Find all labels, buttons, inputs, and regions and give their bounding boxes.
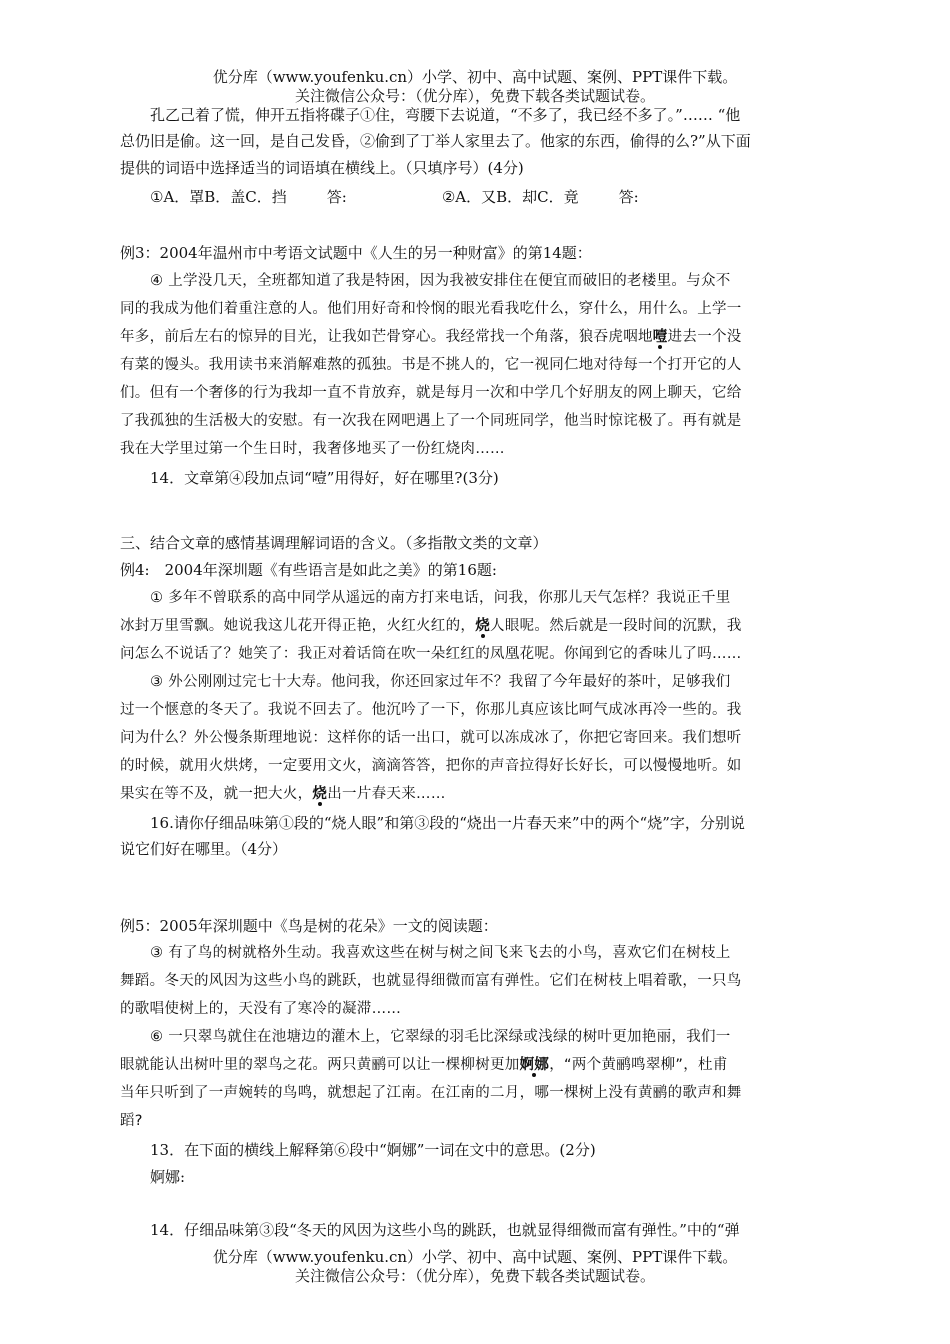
section-3-title: 三、结合文章的感情基调理解词语的含义。（多指散文类的文章） [120,534,548,552]
ex3-text-line: 有菜的馒头。我用读书来消解难熬的孤独。书是不挑人的，它一视同仁地对待每一个打开它的人 [120,357,742,373]
ex2-option-1: ①A．罩B．盖C．挡 [150,188,287,206]
ex5-text-line: 的歌唱使树上的，天没有了寒冷的凝滞…… [120,1001,402,1017]
ex2-answer-2: 答: [618,188,639,206]
footer-line-1: 优分库（www.youfenku.cn）小学、初中、高中试题、案例、PPT课件下载。 [212,1248,738,1266]
ex2-answer-1: 答: [326,188,347,206]
ex2-option-2: ②A．又B．却C．竟 [441,188,579,206]
ex4-question-line: 说它们好在哪里。（4分） [120,840,288,858]
ex5-text-line: 眼就能认出树叶里的翠鸟之花。两只黄鹂可以让一棵柳树更加婀娜，“两个黄鹂鸣翠柳”，杜甫 [120,1057,728,1073]
ex5-question-13: 13．在下面的横线上解释第⑥段中“婀娜”一词在文中的意思。(2分) [150,1141,596,1159]
ex2-options-row [150,184,826,210]
ex2-paragraph-line: 提供的词语中选择适当的词语填在横线上。（只填序号）(4分) [120,159,524,177]
ex2-paragraph-line: 孔乙己着了慌，伸开五指将碟子①住，弯腰下去说道，“不多了，我已经不多了。”…… “他 [150,106,741,124]
emphasis-dot-word: 婀娜 [519,1057,550,1073]
ex4-text-line: 果实在等不及，就一把大火，烧出一片春天来…… [120,786,446,802]
emphasis-dot-word: 烧 [312,786,328,802]
ex3-text-line: 同的我成为他们着重注意的人。他们用好奇和怜悯的眼光看我吃什么，穿什么，用什么。上学一 [120,301,742,317]
header-line-2: 关注微信公众号：（优分库），免费下载各类试题试卷。 [294,87,655,105]
emphasis-dot-word: 噎 [652,329,668,345]
ex3-text-line: 年多，前后左右的惊异的目光，让我如芒骨穿心。我经常找一个角落，狼吞虎咽地噎进去一个没 [120,329,742,345]
ex4-title: 例4: 2004年深圳题《有些语言是如此之美》的第16题: [120,561,497,579]
ex5-text-line: 当年只听到了一声婉转的鸟鸣，就想起了江南。在江南的二月，哪一棵树上没有黄鹂的歌声和舞 [120,1085,742,1101]
ex5-text-line: 舞蹈。冬天的风因为这些小鸟的跳跃，也就显得细微而富有弹性。它们在树枝上唱着歌，一只鸟 [120,973,742,989]
ex2-paragraph-line: 总仍旧是偷。这一回，是自己发昏，②偷到了丁举人家里去了。他家的东西，偷得的么?”从下面 [120,132,751,150]
ex5-question-14: 14．仔细品味第③段“冬天的风因为这些小鸟的跳跃，也就显得细微而富有弹性。”中的“弹 [150,1221,740,1239]
ex4-text-line: 问怎么不说话了？她笑了：我正对着话筒在吹一朵红红的凤凰花呢。你闻到它的香味儿了吗…… [120,646,742,662]
ex4-text-line: 过一个惬意的冬天了。我说不回去了。他沉吟了一下，你那儿真应该比呵气成冰再冷一些的。我 [120,702,742,718]
ex5-text-line: ③ 有了鸟的树就格外生动。我喜欢这些在树与树之间飞来飞去的小鸟，喜欢它们在树枝上 [150,945,731,961]
footer-line-2: 关注微信公众号：（优分库），免费下载各类试题试卷。 [294,1267,655,1285]
ex5-text-line: 蹈? [120,1113,143,1129]
header-line-1: 优分库（www.youfenku.cn）小学、初中、高中试题、案例、PPT课件下载。 [212,68,738,86]
ex5-answer-13: 婀娜: [150,1168,186,1186]
ex3-text-line: 我在大学里过第一个生日时，我奢侈地买了一份红烧肉…… [120,441,505,457]
ex3-text-line: 们。但有一个奢侈的行为我却一直不肯放弃，就是每月一次和中学几个好朋友的网上聊天，它给 [120,385,742,401]
ex5-title: 例5：2005年深圳题中《鸟是树的花朵》一文的阅读题： [120,917,498,935]
ex3-question: 14．文章第④段加点词“噎”用得好，好在哪里?(3分) [150,469,499,487]
emphasis-dot-word: 烧 [475,618,491,634]
ex4-text-line: 冰封万里雪飘。她说我这儿花开得正艳，火红火红的，烧人眼呢。然后就是一段时间的沉默，我 [120,618,742,634]
ex3-title: 例3：2004年温州市中考语文试题中《人生的另一种财富》的第14题： [120,244,592,262]
ex4-text-line: 问为什么？外公慢条斯理地说：这样你的话一出口，就可以冻成冰了，你把它寄回来。我们想听 [120,730,742,746]
ex3-text-line: 了我孤独的生活极大的安慰。有一次我在网吧遇上了一个同班同学，他当时惊诧极了。再有就是 [120,413,742,429]
ex4-question-line: 16.请你仔细品味第①段的“烧人眼”和第③段的“烧出一片春天来”中的两个“烧”字，分别说 [150,814,745,832]
ex4-text-line: 的时候，就用火烘烤，一定要用文火，滴滴答答，把你的声音拉得好长好长，可以慢慢地听。如 [120,758,742,774]
ex4-text-line: ③ 外公刚刚过完七十大寿。他问我，你还回家过年不？我留了今年最好的茶叶，足够我们 [150,674,731,690]
ex3-text-line: ④ 上学没几天，全班都知道了我是特困，因为我被安排住在便宜而破旧的老楼里。与众不 [150,273,731,289]
ex5-text-line: ⑥ 一只翠鸟就住在池塘边的灌木上，它翠绿的羽毛比深绿或浅绿的树叶更加艳丽，我们一 [150,1029,731,1045]
ex4-text-line: ① 多年不曾联系的高中同学从遥远的南方打来电话，问我，你那儿天气怎样？我说正千里 [150,590,731,606]
